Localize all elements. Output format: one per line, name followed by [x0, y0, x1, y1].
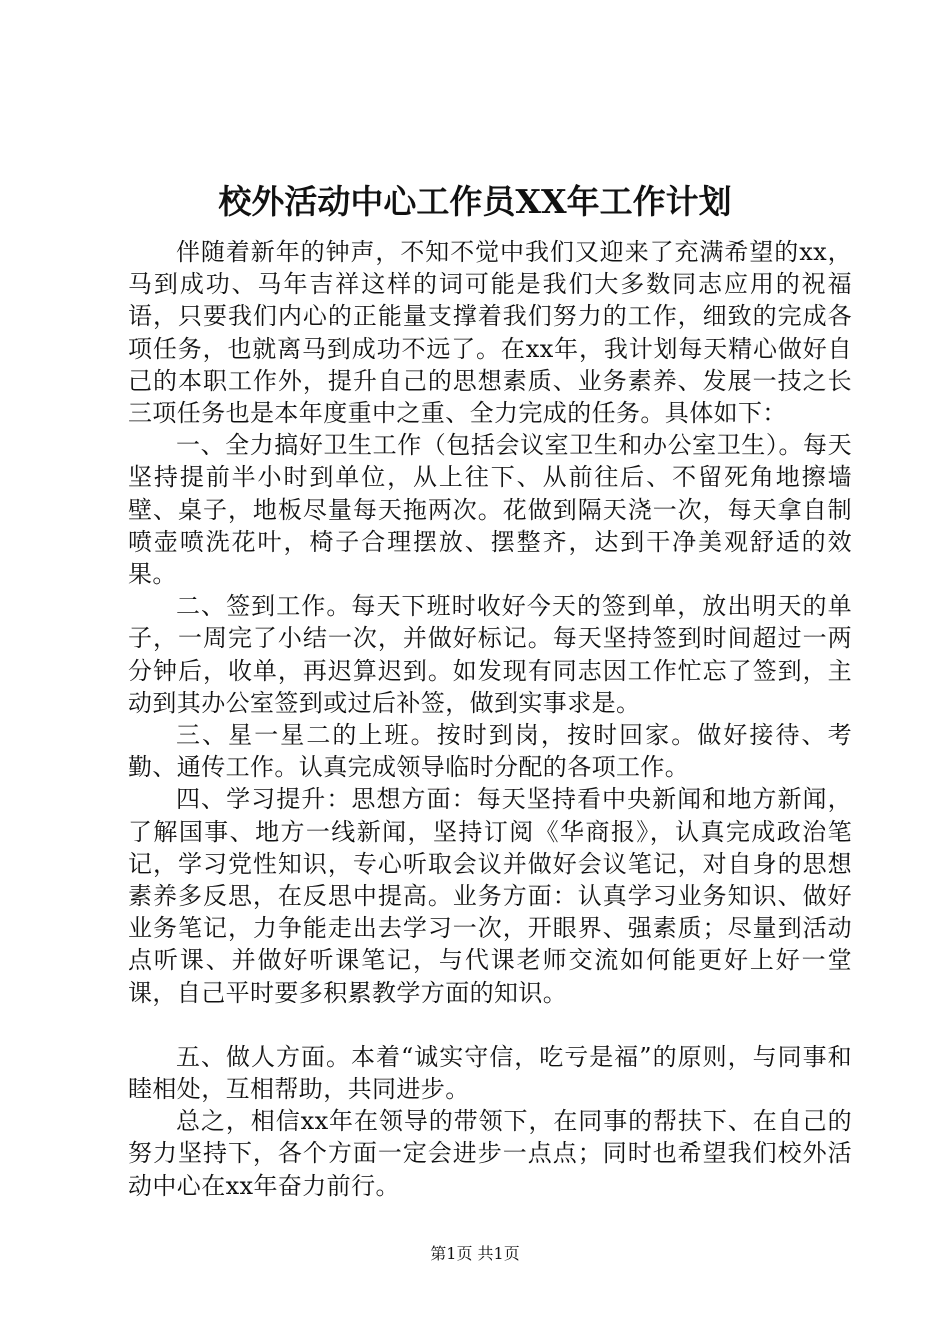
paragraph-conduct: 五、做人方面。本着“诚实守信，吃亏是福”的原则，与同事和睦相处，互相帮助，共同进步。: [128, 1042, 852, 1104]
paragraph-hygiene: 一、全力搞好卫生工作（包括会议室卫生和办公室卫生）。每天坚持提前半小时到单位，从上往下、从前往后、不留死角地擦墙壁、桌子，地板尽量每天拖两次。花做到隔天浇一次，每天拿自制喷壶喷洗花叶，椅子合理摆放、摆整齐，达到干净美观舒适的效果。: [128, 431, 852, 589]
paragraph-duty: 三、星一星二的上班。按时到岗，按时回家。做好接待、考勤、通传工作。认真完成领导临时分配的各项工作。: [128, 721, 852, 782]
paragraph-intro: 伴随着新年的钟声，不知不觉中我们又迎来了充满希望的xx，马到成功、马年吉祥这样的词可能是我们大多数同志应用的祝福语，只要我们内心的正能量支撑着我们努力的工作，细致的完成各项任务，也就离马到成功不远了。在xx年，我计划每天精心做好自己的本职工作外，提升自己的思想素质、业务素养、发展一技之长三项任务也是本年度重中之重、全力完成的任务。具体如下：: [128, 238, 852, 428]
paragraph-summary: 总之，相信xx年在领导的带领下，在同事的帮扶下、在自己的努力坚持下，各个方面一定会进步一点点；同时也希望我们校外活动中心在xx年奋力前行。: [128, 1107, 852, 1200]
page-footer: 第1页 共1页: [430, 1244, 520, 1263]
document-title: 校外活动中心工作员XX年工作计划: [218, 182, 732, 221]
paragraph-sign-in: 二、签到工作。每天下班时收好今天的签到单，放出明天的单子，一周完了小结一次，并做好标记。每天坚持签到时间超过一两分钟后，收单，再迟算迟到。如发现有同志因工作忙忘了签到，主动到其办公室签到或过后补签，做到实事求是。: [128, 592, 852, 717]
paragraph-study: 四、学习提升：思想方面：每天坚持看中央新闻和地方新闻，了解国事、地方一线新闻，坚持订阅《华商报》，认真完成政治笔记，学习党性知识，专心听取会议并做好会议笔记，对自身的思想素养多反思，在反思中提高。业务方面：认真学习业务知识、做好业务笔记，力争能走出去学习一次，开眼界、强素质；尽量到活动点听课、并做好听课笔记，与代课老师交流如何能更好上好一堂课，自己平时要多积累教学方面的知识。: [128, 785, 852, 1007]
document-body: [128, 236, 852, 1202]
